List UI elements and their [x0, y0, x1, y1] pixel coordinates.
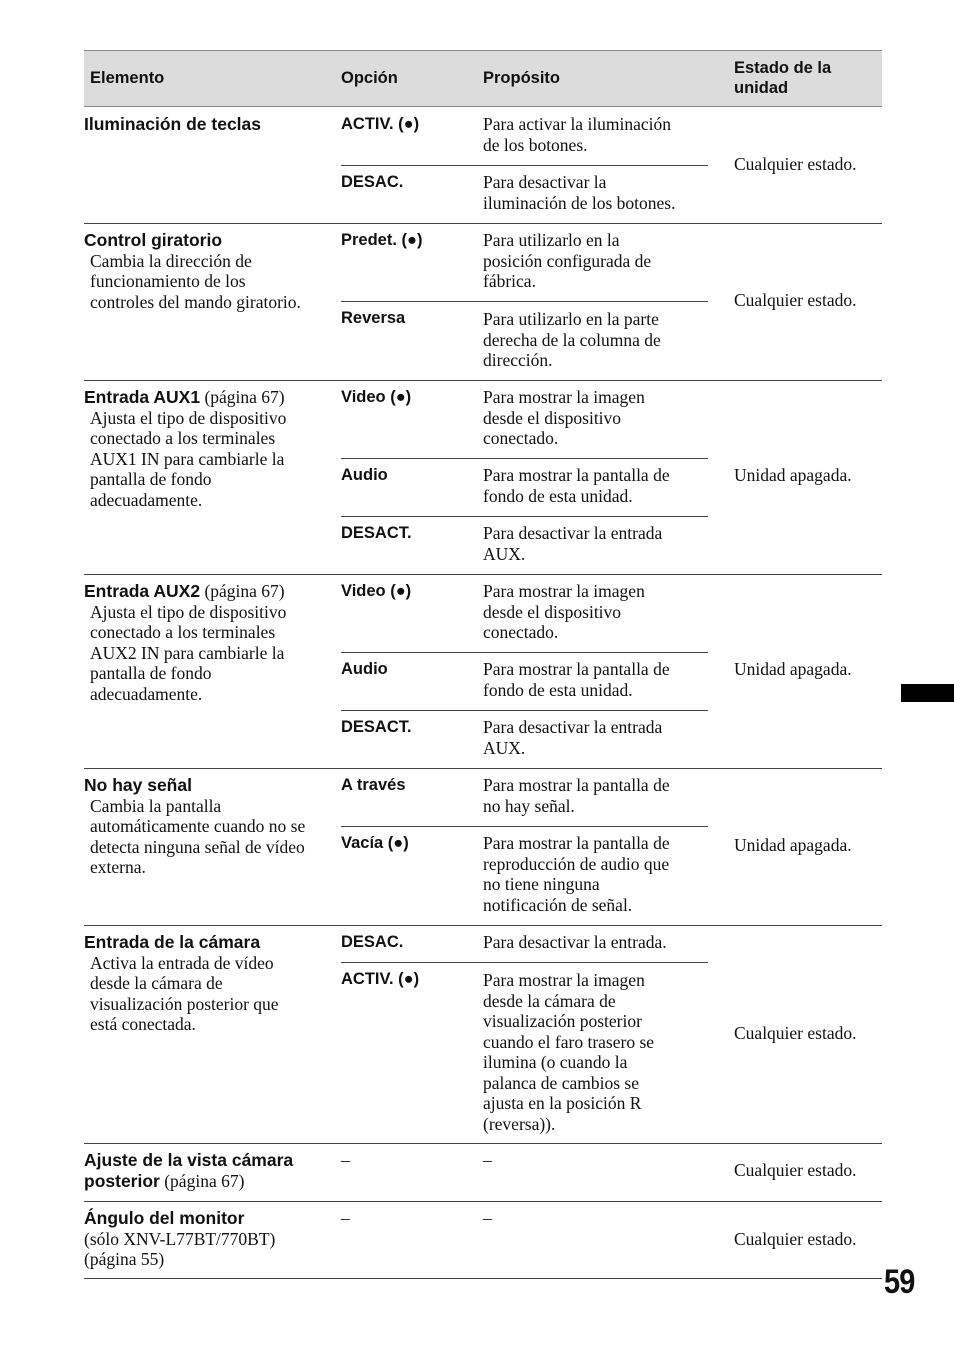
purpose-text: Para mostrar la pantalla de — [483, 659, 670, 679]
row-element-name: No hay señal — [84, 775, 192, 795]
purpose-text: Para activar la iluminación — [483, 114, 672, 134]
purpose-text: desde el dispositivo — [483, 408, 622, 428]
element-description: adecuadamente. — [90, 490, 203, 510]
row-divider — [84, 380, 882, 381]
purpose-text: Para mostrar la pantalla de — [483, 833, 670, 853]
row-element-name-cont: posterior — [84, 1171, 160, 1191]
header-elemento: Elemento — [90, 69, 165, 87]
purpose-text: derecha de la columna de — [483, 330, 661, 350]
row-divider — [84, 1201, 882, 1202]
element-description: Ajusta el tipo de dispositivo — [90, 408, 287, 428]
unit-state: Cualquier estado. — [734, 154, 857, 174]
purpose-text: – — [483, 1208, 492, 1228]
option-label: DESAC. — [341, 933, 404, 951]
option-label: Audio — [341, 466, 388, 484]
element-description: detecta ninguna señal de vídeo — [90, 837, 305, 857]
purpose-text: reproducción de audio que — [483, 854, 670, 874]
row-divider — [84, 574, 882, 575]
purpose-text: Para mostrar la imagen — [483, 970, 645, 990]
option-divider — [341, 301, 708, 302]
option-label: – — [341, 1150, 350, 1170]
element-description: pantalla de fondo — [90, 469, 212, 489]
purpose-text: Para mostrar la pantalla de — [483, 465, 670, 485]
unit-state: Cualquier estado. — [734, 290, 857, 310]
purpose-text: desde el dispositivo — [483, 602, 622, 622]
table-bottom-rule — [84, 1278, 882, 1279]
purpose-text: iluminación de los botones. — [483, 193, 676, 213]
unit-state: Cualquier estado. — [734, 1160, 857, 1180]
purpose-text: dirección. — [483, 350, 553, 370]
option-label: Video (●) — [341, 582, 412, 600]
purpose-text: Para mostrar la imagen — [483, 581, 645, 601]
option-divider — [341, 516, 708, 517]
purpose-text: AUX. — [483, 544, 526, 564]
row-element-name: Ángulo del monitor — [84, 1208, 245, 1228]
purpose-text: cuando el faro trasero se — [483, 1032, 655, 1052]
page-reference: (página 67) — [204, 387, 285, 407]
element-description: automáticamente cuando no se — [90, 816, 306, 836]
row-element-title — [84, 581, 285, 602]
element-description: funcionamiento de los — [90, 271, 246, 291]
element-description: Ajusta el tipo de dispositivo — [90, 602, 287, 622]
option-label: Video (●) — [341, 388, 412, 406]
unit-state: Unidad apagada. — [734, 835, 852, 855]
element-description: controles del mando giratorio. — [90, 292, 301, 312]
element-description: pantalla de fondo — [90, 663, 212, 683]
element-description: adecuadamente. — [90, 684, 203, 704]
purpose-text: ilumina (o cuando la — [483, 1052, 628, 1072]
element-description: AUX1 IN para cambiarle la — [90, 449, 285, 469]
purpose-text: no hay señal. — [483, 796, 575, 816]
option-divider — [341, 710, 708, 711]
element-description: AUX2 IN para cambiarle la — [90, 643, 285, 663]
purpose-text: palanca de cambios se — [483, 1073, 639, 1093]
element-description: está conectada. — [90, 1014, 196, 1034]
row-element-name: Entrada AUX1 — [84, 387, 201, 407]
purpose-text: Para desactivar la entrada. — [483, 932, 667, 952]
unit-state: Cualquier estado. — [734, 1023, 857, 1043]
option-label: ACTIV. (●) — [341, 115, 420, 133]
purpose-text: Para desactivar la — [483, 172, 607, 192]
option-divider — [341, 962, 708, 963]
option-divider — [341, 458, 708, 459]
header-opcion: Opción — [341, 69, 398, 87]
purpose-text: notificación de señal. — [483, 895, 633, 915]
page-reference: (página 67) — [204, 581, 285, 601]
row-element-title — [84, 387, 285, 408]
page-reference: (página 67) — [164, 1171, 245, 1191]
purpose-text: Para utilizarlo en la — [483, 230, 620, 250]
row-element-name: Entrada AUX2 — [84, 581, 201, 601]
option-label: Reversa — [341, 309, 406, 327]
purpose-text: AUX. — [483, 738, 526, 758]
row-element-title — [84, 1171, 244, 1192]
row-element-name: Control giratorio — [84, 230, 223, 250]
element-description: desde la cámara de — [90, 973, 223, 993]
purpose-text: fábrica. — [483, 271, 536, 291]
row-divider — [84, 768, 882, 769]
option-label: A través — [341, 776, 406, 794]
element-description: Cambia la pantalla — [90, 796, 222, 816]
purpose-text: – — [483, 1150, 492, 1170]
purpose-text: fondo de esta unidad. — [483, 486, 633, 506]
option-divider — [341, 652, 708, 653]
purpose-text: visualización posterior — [483, 1011, 642, 1031]
purpose-text: fondo de esta unidad. — [483, 680, 633, 700]
row-element-name: Entrada de la cámara — [84, 932, 261, 952]
row-element-name: Iluminación de teclas — [84, 114, 261, 134]
option-label: DESAC. — [341, 173, 404, 191]
purpose-text: posición configurada de — [483, 251, 652, 271]
row-divider — [84, 223, 882, 224]
header-proposito: Propósito — [483, 69, 560, 87]
row-divider — [84, 925, 882, 926]
option-divider — [341, 165, 708, 166]
row-element-name: Ajuste de la vista cámara — [84, 1150, 294, 1170]
purpose-text: Para mostrar la pantalla de — [483, 775, 670, 795]
option-label: DESACT. — [341, 718, 412, 736]
table-header — [84, 50, 882, 107]
option-label: – — [341, 1208, 350, 1228]
purpose-text: Para utilizarlo en la parte — [483, 309, 659, 329]
row-divider — [84, 1143, 882, 1144]
purpose-text: ajusta en la posición R — [483, 1093, 642, 1113]
element-description: externa. — [90, 857, 146, 877]
page-number: 59 — [884, 1263, 915, 1301]
page-reference: (página 55) — [84, 1249, 165, 1269]
option-label: Vacía (●) — [341, 834, 409, 852]
element-description: Cambia la dirección de — [90, 251, 252, 271]
purpose-text: conectado. — [483, 622, 559, 642]
option-label: Predet. (●) — [341, 231, 423, 249]
unit-state: Unidad apagada. — [734, 465, 852, 485]
option-label: Audio — [341, 660, 388, 678]
section-side-tab — [901, 684, 954, 702]
option-divider — [341, 826, 708, 827]
purpose-text: Para desactivar la entrada — [483, 523, 663, 543]
purpose-text: conectado. — [483, 428, 559, 448]
purpose-text: no tiene ninguna — [483, 874, 600, 894]
element-note: (sólo XNV-L77BT/770BT) — [84, 1229, 276, 1249]
unit-state: Cualquier estado. — [734, 1229, 857, 1249]
purpose-text: Para desactivar la entrada — [483, 717, 663, 737]
header-estado-line2: unidad — [734, 79, 789, 97]
option-label: DESACT. — [341, 524, 412, 542]
purpose-text: desde la cámara de — [483, 991, 616, 1011]
purpose-text: de los botones. — [483, 135, 588, 155]
purpose-text: (reversa)). — [483, 1114, 556, 1134]
purpose-text: Para mostrar la imagen — [483, 387, 645, 407]
unit-state: Unidad apagada. — [734, 659, 852, 679]
option-label: ACTIV. (●) — [341, 970, 420, 988]
header-estado-line1: Estado de la — [734, 59, 832, 77]
element-description: visualización posterior que — [90, 994, 279, 1014]
element-description: Activa la entrada de vídeo — [90, 953, 274, 973]
element-description: conectado a los terminales — [90, 622, 276, 642]
element-description: conectado a los terminales — [90, 428, 276, 448]
